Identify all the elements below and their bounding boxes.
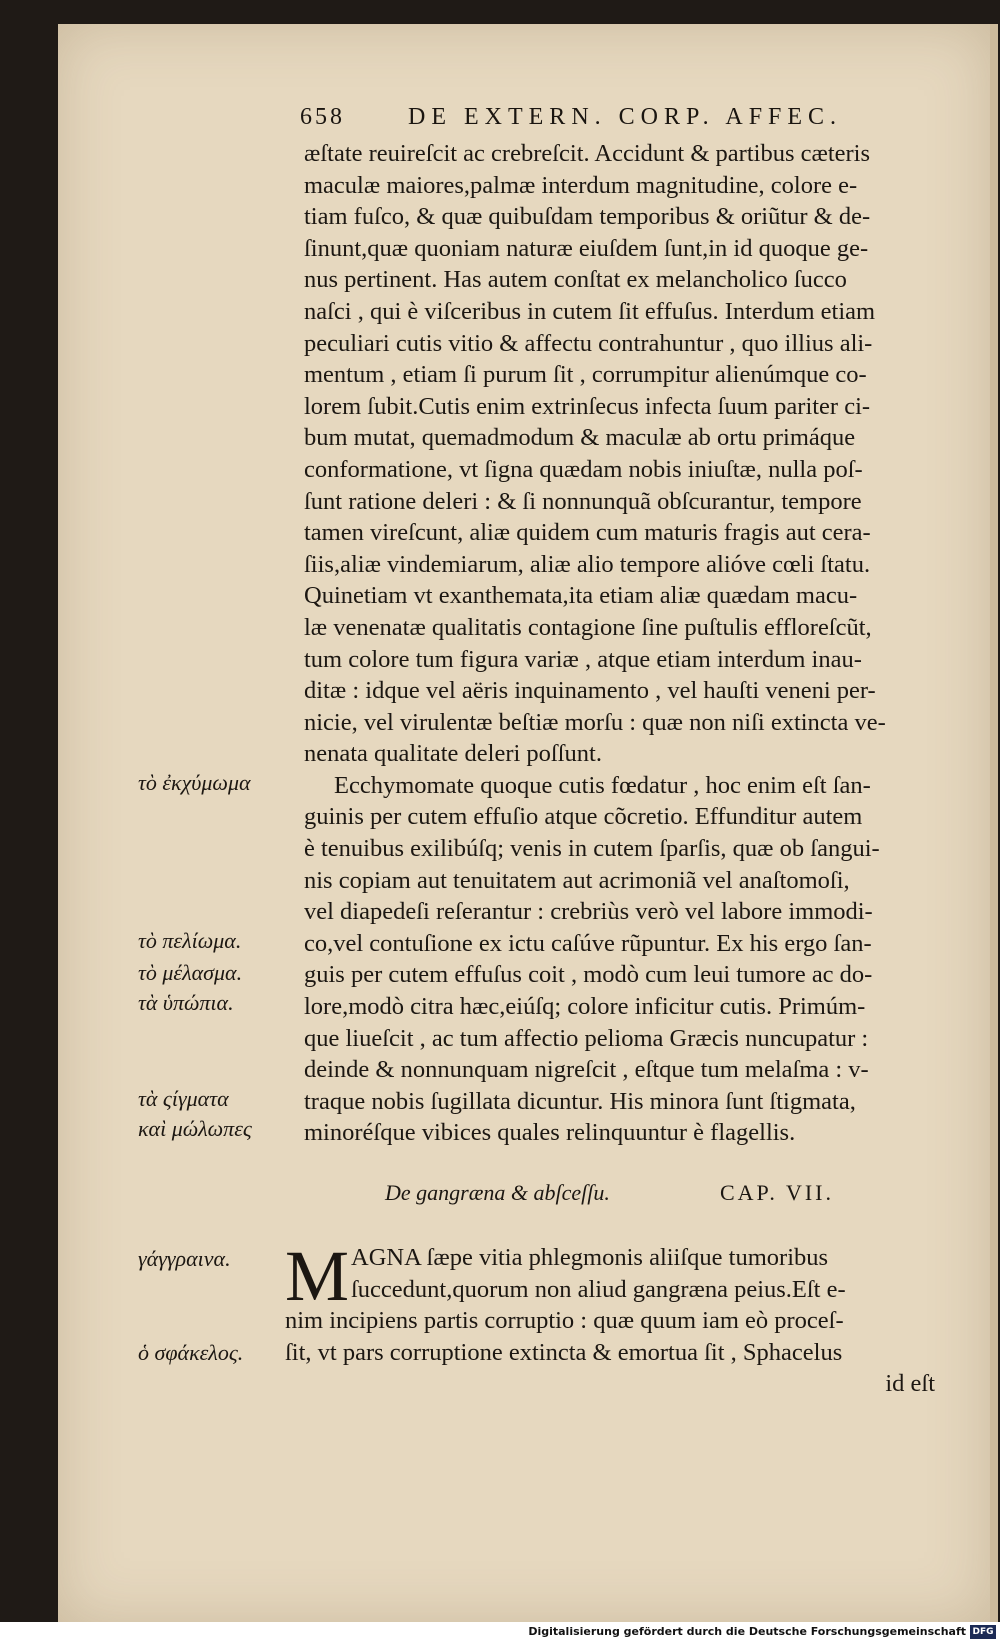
- text-line: guis per cutem effuſus coit , modò cum leui tumore ac do-: [304, 961, 873, 989]
- text-line: nus pertinent. Has autem conſtat ex melancholico ſucco: [304, 266, 847, 294]
- text-line: nis copiam aut tenuitatem aut acrimoniã vel anaſtomoſi,: [304, 866, 850, 894]
- text-line: bum mutat, quemadmodum & maculæ ab ortu primáque: [304, 424, 856, 452]
- text-line: læ venenatæ qualitatis contagione ſine puſtulis efflorеſcũt,: [304, 613, 872, 641]
- text-line: ſiis,aliæ vindemiarum, aliæ alio tempore alióve cœli ſtatu.: [304, 550, 871, 578]
- margin-note-pelioma: τὸ πελίωμα.: [138, 928, 242, 953]
- section-2-text: [285, 1236, 965, 1400]
- chapter-number: CAP. VII.: [720, 1180, 835, 1205]
- text-line: AGNA ſæpe vitia phlegmonis aliiſque tumoribus: [351, 1244, 829, 1271]
- text-line: deinde & nonnunquam nigreſcit , eſtque tum melaſma : v-: [304, 1056, 869, 1084]
- text-line: lore,modò citra hæc,eiúſq; colore inficitur cutis. Primúm-: [304, 993, 866, 1021]
- text-line: nim incipiens partis corruptio : quæ quum iam eò proceſ-: [285, 1307, 844, 1335]
- text-line: que liueſcit , ac tum affectio pelioma Græcis nuncupatur :: [304, 1024, 869, 1052]
- footer-bar: [0, 1622, 1000, 1643]
- text-line: nenata qualitate deleri poſſunt.: [304, 740, 602, 768]
- margin-note-ecchymoma: τὸ ἐκχύμωμα: [138, 770, 251, 795]
- text-line: co,vel contuſione ex ictu caſúve rũpuntur. Ex his ergo ſan-: [304, 929, 872, 957]
- text-line: ſinunt,quæ quoniam naturæ eiuſdem ſunt,in id quoque ge-: [304, 234, 869, 262]
- text-line: vel diapedeſi reſerantur : crebriùs verò vel labore immodi-: [304, 898, 873, 926]
- dfg-logo: DFG: [970, 1625, 996, 1639]
- text-line: ditæ : idque vel aëris inquinamento , vel hauſti veneni per-: [304, 677, 876, 705]
- text-line: tamen vireſcunt, aliæ quidem cum maturis fragis aut cera-: [304, 519, 871, 547]
- margin-note-sphakelos: ὁ σφάκελος.: [138, 1340, 244, 1365]
- text-line: conformatione, vt ſigna quædam nobis iniuſtæ, nulla poſ-: [304, 455, 863, 483]
- text-line: ſunt ratione deleri : & ſi nonnunquã obſcurantur, tempore: [304, 487, 862, 515]
- text-line: tum colore tum figura variæ , atque etiam interdum inau-: [304, 645, 862, 673]
- text-line: æſtate reuireſcit ac crebreſcit. Accidunt & partibus cæteris: [304, 140, 871, 167]
- text-line: guinis per cutem effuſio atque cõcretio. Effunditur autem: [304, 803, 863, 831]
- text-line: naſci , qui è viſceribus in cutem ſit effuſus. Interdum etiam: [304, 297, 876, 325]
- running-title: DE EXTERN. CORP. AFFEC.: [408, 104, 843, 130]
- drop-cap: M: [285, 1236, 350, 1316]
- text-line: minoréſque vibices quales relinquuntur è flagellis.: [304, 1119, 796, 1147]
- section-1-text: [304, 138, 964, 1149]
- text-line: è tenuibus exilibúſq; venis in cutem ſparſis, quæ ob ſangui-: [304, 835, 880, 863]
- margin-note-gangraina: γάγγραινα.: [138, 1246, 231, 1271]
- chapter-heading: [385, 1180, 845, 1214]
- page-edge: [990, 24, 998, 1624]
- text-line: ſuccedunt,quorum non aliud gangræna peius.Eſt e-: [351, 1275, 846, 1303]
- margin-note-melasma: τὸ μέλασμα.: [138, 960, 243, 985]
- text-line: Quinetiam vt exanthemata,ita etiam aliæ quædam macu-: [304, 582, 858, 610]
- text-line: tiam fuſco, & quæ quibuſdam temporibus & oriũtur & de-: [304, 203, 871, 231]
- margin-note-stigmata: τὰ ςίγματα: [138, 1086, 229, 1111]
- margin-note-hypopia: τὰ ὑπώπια.: [138, 990, 234, 1015]
- paragraph-start-line: Ecchymomate quoque cutis fœdatur , hoc enim eſt ſan-: [334, 771, 871, 799]
- text-line: mentum , etiam ſi purum ſit , corrumpitur alienúmque co-: [304, 361, 867, 389]
- footer-credit: Digitalisierung gefördert durch die Deutsche Forschungsgemeinschaft: [528, 1625, 966, 1638]
- text-line: ſit, vt pars corruptione extincta & emortua ſit , Sphacelus: [285, 1338, 843, 1366]
- text-line: maculæ maiores,palmæ interdum magnitudine, colore e-: [304, 171, 858, 199]
- page-number: 658: [300, 104, 345, 130]
- text-line: nicie, vel virulentæ beſtiæ morſu : quæ non niſi extincta ve-: [304, 708, 886, 736]
- chapter-title: De gangræna & abſceſſu.: [385, 1180, 610, 1205]
- text-line: traque nobis ſugillata dicuntur. His minora ſunt ſtigmata,: [304, 1087, 856, 1115]
- text-line: peculiari cutis vitio & affectu contrahuntur , quo illius ali-: [304, 329, 873, 357]
- margin-note-molopes: καὶ μώλωπες: [138, 1116, 252, 1141]
- catchword-line: id eſt: [885, 1370, 935, 1398]
- text-line: lorem ſubit.Cutis enim extrinſecus infecta ſuum pariter ci-: [304, 392, 871, 420]
